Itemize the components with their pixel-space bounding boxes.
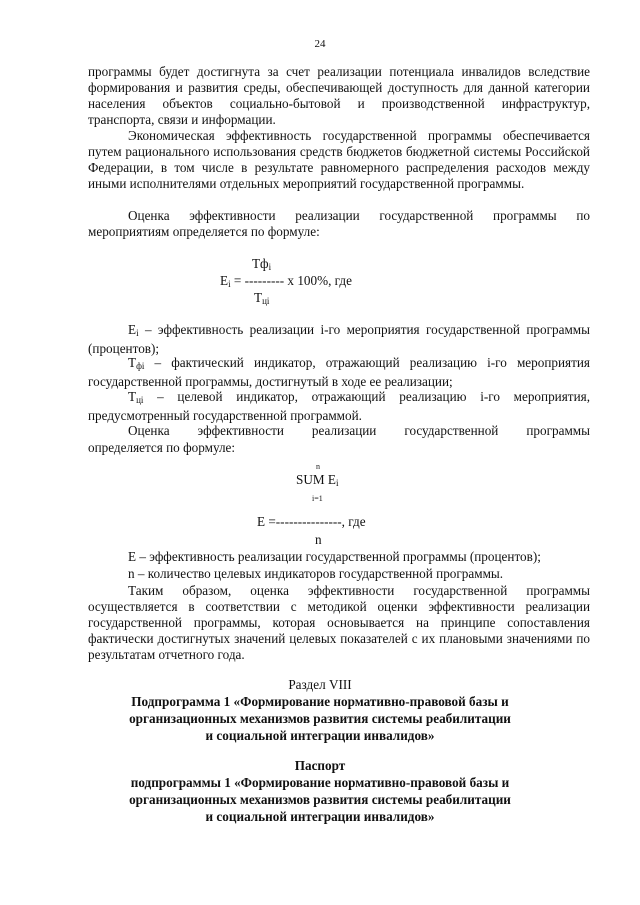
subprogram-title-line-3: и социальной интеграции инвалидов» — [205, 728, 435, 743]
paragraph-1: программы будет достигнута за счет реализации потенциала инвалидов вследствие формирования и развития среды, обеспечивающей доступность для данной категории населения объектов социально-бытовой и производственной инфраструктур, транспорта, связи и информации. — [88, 64, 590, 127]
passport-title-line-3: и социальной интеграции инвалидов» — [205, 809, 435, 824]
subprogram-title-line-2: организационных механизмов развития системы реабилитации — [129, 711, 511, 726]
paragraph-5: Таким образом, оценка эффективности государственной программы осуществляется в соответствии с методикой оценки эффективности реализации государственной программы, которая основывается на принципе сопоставления фактически достигнутых значений целевых показателей с их плановыми значениями по результатам отчетного года. — [88, 583, 590, 662]
paragraph-2: Экономическая эффективность государственной программы обеспечивается путем рационального использования средств бюджетов бюджетной системы Российской Федерации, в том числе в результате равномерного распределения расходов между иными исполнителями отдельных мероприятий государственной программы. — [88, 128, 590, 191]
definition-ei: $Е_i$ – эффективность реализации i-го мероприятия государственной программы (процентов); — [88, 322, 590, 356]
paragraph-3-line-1: Оценка эффективности реализации государственной программы по — [128, 208, 590, 223]
paragraph-3-line-2: мероприятиям определяется по формуле: — [88, 224, 320, 239]
passport-title-line-2: организационных механизмов развития системы реабилитации — [129, 792, 511, 807]
definition-e: E – эффективность реализации государственной программы (процентов); — [128, 549, 541, 564]
formula-2-main-line: E =---------------, где — [257, 514, 366, 529]
section-label: Раздел VIII — [288, 677, 352, 692]
formula-2-sum: SUM $E_i$ — [296, 472, 339, 488]
passport-title-line-1: подпрограммы 1 «Формирование нормативно-правовой базы и — [130, 775, 510, 790]
formula-1-main-line: $E_i$ = --------- x 100%, где — [220, 273, 352, 289]
definition-tci: $Т_{цi}$ – целевой индикатор, отражающий реализацию i-го мероприятия, предусмотренный государственной программой. — [88, 389, 590, 423]
subprogram-title-line-1: Подпрограмма 1 «Формирование нормативно-правовой базы и — [131, 694, 509, 709]
formula-2-denominator: n — [315, 532, 322, 547]
passport-label: Паспорт — [294, 758, 346, 773]
page-number: 24 — [314, 38, 326, 50]
formula-1-denominator: $Т_{цi}$ — [254, 290, 270, 306]
paragraph-4-line-1: Оценка эффективности реализации государственной программы — [128, 423, 590, 438]
formula-2-lower-limit: i=1 — [312, 494, 323, 503]
paragraph-4-line-2: определяется по формуле: — [88, 440, 236, 455]
definition-tfi: $Т_{фi}$ – фактический индикатор, отражающий реализацию i-го мероприятия государственной программы, достигнутый в ходе ее реализации; — [88, 355, 590, 389]
definition-n: n – количество целевых индикаторов государственной программы. — [128, 566, 504, 581]
formula-2-upper-limit: n — [316, 462, 320, 471]
formula-1-numerator: $Тф_i$ — [252, 256, 272, 272]
